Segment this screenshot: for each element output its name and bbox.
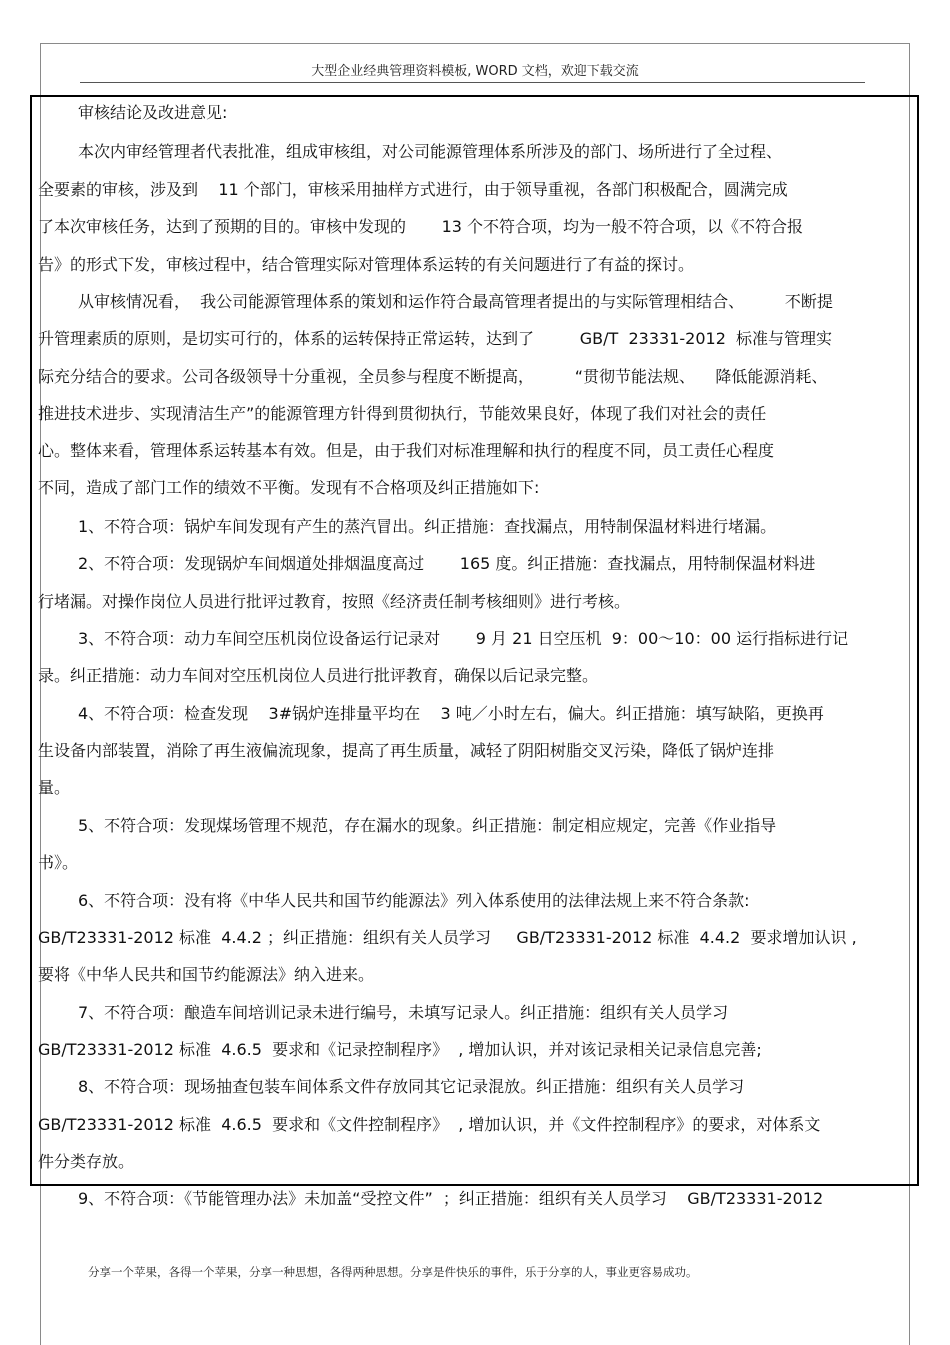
paragraph-line: 书》。 xyxy=(38,853,79,872)
section-heading: 审核结论及改进意见: xyxy=(78,103,228,122)
paragraph-line: 行堵漏。对操作岗位人员进行批评过教育，按照《经济责任制考核细则》进行考核。 xyxy=(38,592,631,611)
paragraph-line: 量。 xyxy=(38,778,71,797)
paragraph-line: 录。纠正措施：动力车间对空压机岗位人员进行批评教育，确保以后记录完整。 xyxy=(38,666,599,685)
paragraph-line: GB/T23331-2012 标准 4.6.5 要求和《文件控制程序》 , 增加认识，并《文件控制程序》的要求，对体系文 xyxy=(38,1115,821,1134)
paragraph-line: 告》的形式下发，审核过程中，结合管理实际对管理体系运转的有关问题进行了有益的探讨。 xyxy=(38,255,695,274)
nonconformity-item: 4、不符合项：检查发现 3#锅炉连排量平均在 3 吨／小时左右，偏大。纠正措施：填写缺陷，更换再 xyxy=(78,704,824,723)
paragraph-line: 际充分结合的要求。公司各级领导十分重视，全员参与程度不断提高， “贯彻节能法规、 降低能源消耗、 xyxy=(38,367,828,386)
paragraph-line: 不同，造成了部门工作的绩效不平衡。发现有不合格项及纠正措施如下: xyxy=(38,478,540,497)
paragraph-line: 从审核情况看， 我公司能源管理体系的策划和运作符合最高管理者提出的与实际管理相结合、 不断提 xyxy=(78,292,833,311)
nonconformity-item: 2、不符合项：发现锅炉车间烟道处排烟温度高过 165 度。纠正措施：查找漏点，用特制保温材料进 xyxy=(78,554,816,573)
page-footer: 分享一个苹果，各得一个苹果，分享一种思想，各得两种思想。分享是件快乐的事件，乐于分享的人，事业更容易成功。 xyxy=(88,1265,698,1279)
paragraph-line: 生设备内部装置，消除了再生液偏流现象，提高了再生质量，减轻了阴阳树脂交叉污染，降低了锅炉连排 xyxy=(38,741,775,760)
nonconformity-item: 5、不符合项：发现煤场管理不规范，存在漏水的现象。纠正措施：制定相应规定，完善《作业指导 xyxy=(78,816,777,835)
paragraph-line: 了本次审核任务，达到了预期的目的。审核中发现的 13 个不符合项，均为一般不符合项，以《不符合报 xyxy=(38,217,804,236)
paragraph-line: 全要素的审核，涉及到 11 个部门，审核采用抽样方式进行，由于领导重视，各部门积极配合，圆满完成 xyxy=(38,180,788,199)
nonconformity-item: 7、不符合项：酿造车间培训记录未进行编号，未填写记录人。纠正措施：组织有关人员学习 xyxy=(78,1003,729,1022)
paragraph-line: 心。整体来看，管理体系运转基本有效。但是，由于我们对标准理解和执行的程度不同，员工责任心程度 xyxy=(38,441,775,460)
paragraph-line: 要将《中华人民共和国节约能源法》纳入进来。 xyxy=(38,965,375,984)
paragraph-line: 推进技术进步、实现清洁生产”的能源管理方针得到贯彻执行，节能效果良好，体现了我们对社会的责任 xyxy=(38,404,767,423)
paragraph-line: 升管理素质的原则，是切实可行的，体系的运转保持正常运转，达到了 GB/T 23331-2012 标准与管理实 xyxy=(38,329,833,348)
nonconformity-item: 6、不符合项：没有将《中华人民共和国节约能源法》列入体系使用的法律法规上来不符合条款: xyxy=(78,891,750,910)
nonconformity-item: 8、不符合项：现场抽查包装车间体系文件存放同其它记录混放。纠正措施：组织有关人员学习 xyxy=(78,1077,745,1096)
nonconformity-item: 3、不符合项：动力车间空压机岗位设备运行记录对 9 月 21 日空压机 9：00～10：00 运行指标进行记 xyxy=(78,629,849,648)
page-header: 大型企业经典管理资料模板, WORD 文档，欢迎下载交流 xyxy=(311,64,639,79)
nonconformity-item: 9、不符合项：《节能管理办法》未加盖“受控文件” ；纠正措施：组织有关人员学习 GB/T23331-2012 xyxy=(78,1189,824,1208)
nonconformity-item: 1、不符合项：锅炉车间发现有产生的蒸汽冒出。纠正措施：查找漏点，用特制保温材料进行堵漏。 xyxy=(78,517,777,536)
paragraph-line: GB/T23331-2012 标准 4.4.2 ；纠正措施：组织有关人员学习 GB/T23331-2012 标准 4.4.2 要求增加认识 , xyxy=(38,928,857,947)
header-divider xyxy=(80,82,865,83)
paragraph-line: 件分类存放。 xyxy=(38,1152,135,1171)
paragraph-line: 本次内审经管理者代表批准，组成审核组，对公司能源管理体系所涉及的部门、场所进行了全过程、 xyxy=(78,142,783,161)
paragraph-line: GB/T23331-2012 标准 4.6.5 要求和《记录控制程序》 , 增加认识，并对该记录相关记录信息完善; xyxy=(38,1040,762,1059)
